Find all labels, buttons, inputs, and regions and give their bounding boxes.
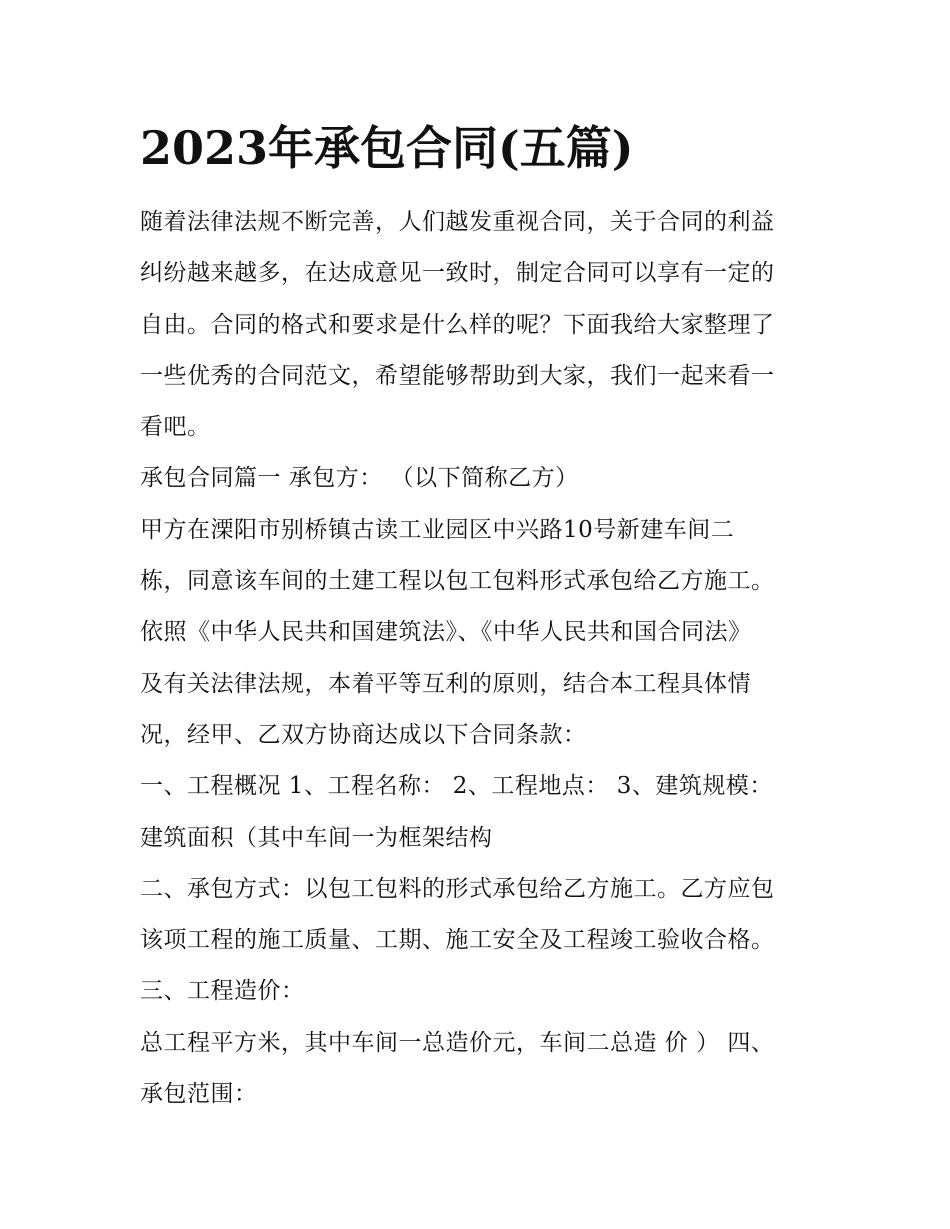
clause-line: 二、承包方式：以包工包料的形式承包给乙方施工。乙方应包 <box>140 875 775 902</box>
body-line: 甲方在溧阳市别桥镇古读工业园区中兴路10号新建车间二 <box>140 516 735 543</box>
document-body <box>140 197 830 1120</box>
document-title: 2023年承包合同(五篇) <box>140 121 634 175</box>
body-line: 看吧。 <box>140 414 211 441</box>
clause-line: 建筑面积（其中车间一为框架结构 <box>140 824 493 851</box>
section-heading: 承包合同篇一 承包方： （以下简称乙方） <box>140 465 579 492</box>
body-line: 依照《中华人民共和国建筑法》、《中华人民共和国合同法》 <box>140 619 752 646</box>
body-line: 自由。合同的格式和要求是什么样的呢？下面我给大家整理了 <box>140 311 775 338</box>
clause-line: 一、工程概况 1、工程名称： 2、工程地点： 3、建筑规模： <box>140 773 773 800</box>
body-line: 一些优秀的合同范文，希望能够帮助到大家，我们一起来看一 <box>140 362 775 389</box>
clause-line: 三、工程造价： <box>140 978 305 1005</box>
body-line: 及有关法律法规，本着平等互利的原则，结合本工程具体情 <box>140 670 751 697</box>
body-line: 栋，同意该车间的土建工程以包工包料形式承包给乙方施工。 <box>140 568 775 595</box>
clause-line: 该项工程的施工质量、工期、施工安全及工程竣工验收合格。 <box>140 927 775 954</box>
clause-line: 总工程平方米，其中车间一总造价元，车间二总造 价 ） 四、 <box>140 1029 775 1056</box>
body-line: 况，经甲、乙双方协商达成以下合同条款： <box>140 721 587 748</box>
body-line: 纠纷越来越多，在达成意见一致时，制定合同可以享有一定的 <box>140 260 775 287</box>
body-line: 随着法律法规不断完善，人们越发重视合同，关于合同的利益 <box>140 209 775 235</box>
clause-line: 承包范围： <box>140 1081 258 1108</box>
